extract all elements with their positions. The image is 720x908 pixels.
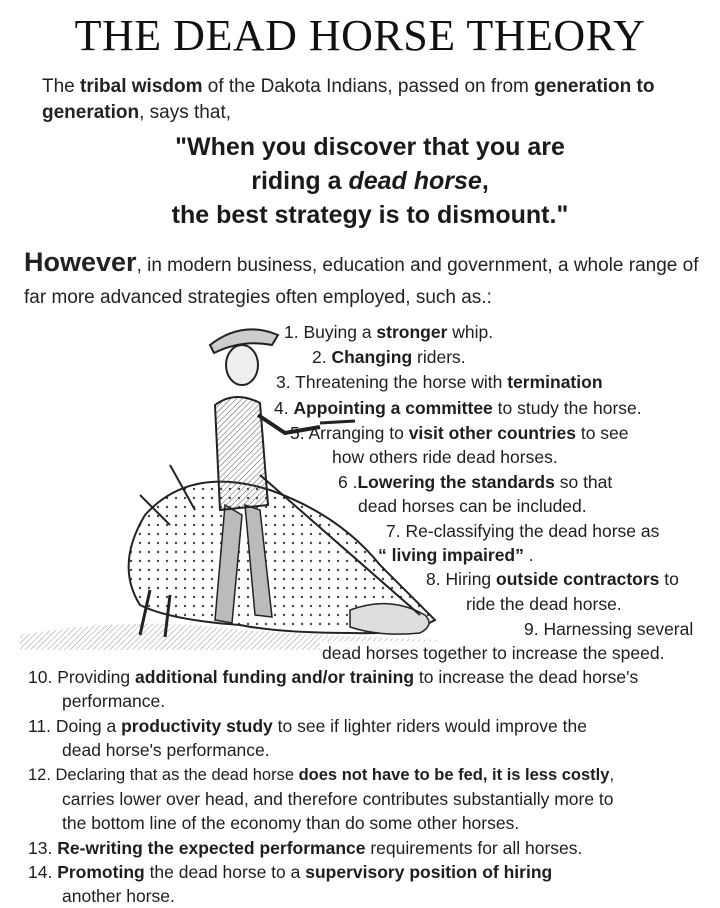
strategy-item-8 xyxy=(424,567,681,591)
item-text: 2. xyxy=(312,347,332,367)
strategy-item-2 xyxy=(312,345,466,369)
strategy-item-5 xyxy=(290,421,629,445)
item-text: , xyxy=(609,766,615,784)
strategy-item-12-continuation-2: the bottom line of the economy than do some other horses. xyxy=(62,813,520,833)
strategy-item-4 xyxy=(274,396,642,420)
item-emphasis: outside contractors xyxy=(496,569,660,589)
quote-emphasis: dead horse xyxy=(348,167,482,195)
item-text: requirements for all horses. xyxy=(365,838,583,858)
item-text: 10. Providing xyxy=(28,667,136,687)
item-emphasis: stronger xyxy=(376,322,448,342)
strategy-item-13 xyxy=(28,836,582,860)
strategy-item-7-continuation xyxy=(378,543,534,567)
strategy-item-6-continuation: dead horses can be included. xyxy=(358,496,587,516)
item-text: to xyxy=(659,569,679,589)
strategy-item-10-continuation: performance. xyxy=(62,691,166,711)
item-emphasis: additional funding and/or training xyxy=(135,667,415,687)
item-text: to see xyxy=(575,423,629,443)
strategy-item-10 xyxy=(28,665,638,689)
quote-line-3: the best strategy is to dismount." xyxy=(171,201,569,229)
item-text: 7. Re-classifying the dead horse as xyxy=(386,521,660,541)
intro-text: , says that, xyxy=(139,102,231,123)
item-emphasis: Appointing a committee xyxy=(293,398,493,418)
item-text: to increase the dead horse's xyxy=(414,667,639,687)
item-text: whip. xyxy=(447,322,494,342)
item-emphasis: Changing xyxy=(331,347,413,367)
item-text: 14. xyxy=(28,862,58,882)
strategy-item-5-continuation: how others ride dead horses. xyxy=(332,447,558,467)
strategy-item-11-continuation: dead horse's performance. xyxy=(62,740,270,760)
quote-text: , xyxy=(481,167,489,195)
strategy-item-3 xyxy=(276,370,603,394)
item-emphasis: termination xyxy=(507,372,603,392)
item-emphasis: Re-writing the expected performance xyxy=(57,838,366,858)
strategy-item-7 xyxy=(386,519,659,543)
item-emphasis: supervisory position of hiring xyxy=(305,862,553,882)
page-title: THE DEAD HORSE THEORY xyxy=(74,11,646,60)
intro-text: of the Dakota Indians, passed on from xyxy=(202,76,535,97)
item-text: to study the horse. xyxy=(492,398,642,418)
strategy-item-14-continuation: another horse. xyxy=(62,886,175,906)
item-text: 4. xyxy=(274,398,294,418)
item-emphasis: “ living impaired” xyxy=(378,545,524,565)
strategy-item-9-continuation: dead horses together to increase the speed. xyxy=(322,643,665,663)
item-text: riders. xyxy=(412,347,466,367)
item-text: 1. Buying a xyxy=(284,322,377,342)
item-text: 12. Declaring that as the dead horse xyxy=(28,766,299,784)
item-text: . xyxy=(523,545,534,565)
strategy-item-8-continuation: ride the dead horse. xyxy=(466,594,622,614)
quote-line-2 xyxy=(0,164,720,198)
item-text: 11. Doing a xyxy=(28,716,122,736)
intro-paragraph xyxy=(42,74,702,126)
strategy-item-1 xyxy=(284,320,493,344)
item-text: so that xyxy=(554,472,613,492)
quote-line-1: "When you discover that you are xyxy=(175,133,565,161)
item-text: 8. Hiring xyxy=(426,569,497,589)
however-heading: However xyxy=(24,247,137,277)
item-emphasis: productivity study xyxy=(121,716,273,736)
intro-emphasis: generation to generation xyxy=(42,76,655,123)
item-text: 6 . xyxy=(338,472,358,492)
strategy-item-9 xyxy=(522,617,695,641)
item-text: 13. xyxy=(28,838,58,858)
item-text: to see if lighter riders would improve the xyxy=(272,716,587,736)
item-emphasis: does not have to be fed, it is less costly xyxy=(298,766,610,784)
strategy-item-11 xyxy=(28,714,587,738)
strategy-item-12-continuation-1: carries lower over head, and therefore contributes substantially more to xyxy=(62,789,614,809)
item-emphasis: visit other countries xyxy=(408,423,576,443)
intro-emphasis: tribal wisdom xyxy=(80,76,203,97)
item-text: the dead horse to a xyxy=(144,862,306,882)
item-emphasis: Promoting xyxy=(57,862,145,882)
however-paragraph xyxy=(24,246,704,314)
item-emphasis: Lowering the standards xyxy=(357,472,555,492)
intro-text: The xyxy=(42,76,81,97)
item-text: 3. Threatening the horse with xyxy=(276,372,508,392)
quote-block xyxy=(0,130,720,232)
item-text: 9. Harnessing several xyxy=(524,619,694,639)
however-text: , in modern business, education and government, a whole range of far more advanced strategies often employed, such as.: xyxy=(24,255,699,308)
strategy-item-6 xyxy=(338,470,612,494)
strategy-item-12 xyxy=(28,763,614,787)
quote-text: riding a xyxy=(251,167,349,195)
item-text: 5. Arranging to xyxy=(290,423,409,443)
strategy-item-14 xyxy=(28,860,552,884)
